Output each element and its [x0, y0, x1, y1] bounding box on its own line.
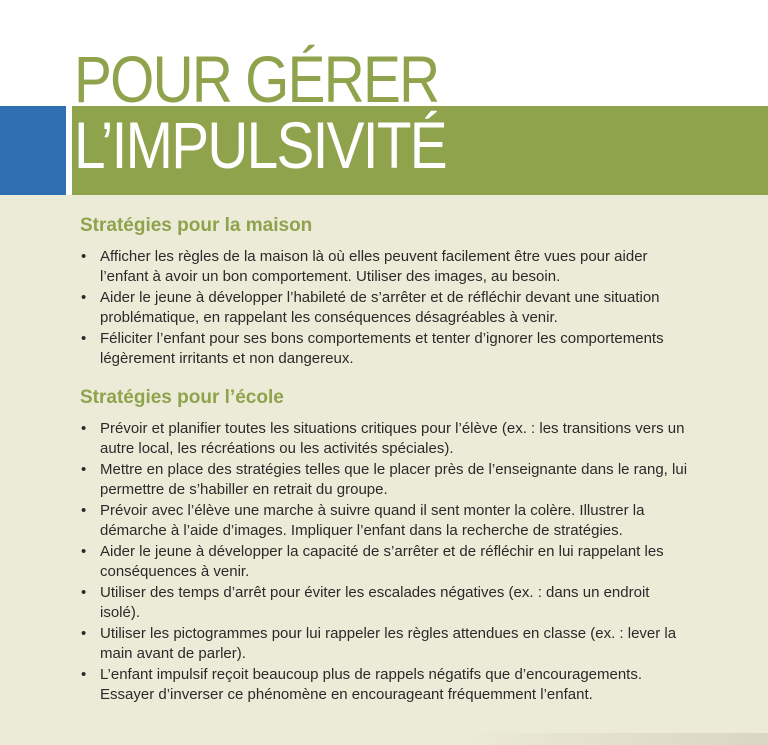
bullet-icon: • — [81, 420, 87, 437]
list-item-text: Mettre en place des stratégies telles que le placer près de l’enseignante dans le rang, lui permettre de s’habiller en retrait du groupe. — [100, 461, 688, 498]
title-line-2: L’IMPULSIVITÉ — [74, 108, 446, 182]
list-item — [80, 665, 692, 705]
list-item-text: Prévoir avec l’élève une marche à suivre quand il sent monter la colère. Illustrer la démarche à l’aide d’images. Impliquer l’enfant dans la recherche de stratégies. — [100, 502, 645, 539]
bullet-icon: • — [81, 584, 87, 601]
page-title — [74, 42, 446, 182]
list-item — [80, 329, 692, 369]
section-heading-home: Stratégies pour la maison — [80, 215, 313, 236]
title-line-1: POUR GÉRER — [74, 42, 439, 116]
bullet-icon: • — [81, 502, 87, 519]
bullet-icon: • — [81, 289, 87, 306]
bullet-icon: • — [81, 625, 87, 642]
bullet-icon: • — [81, 666, 87, 683]
list-item — [80, 583, 692, 623]
bullet-icon: • — [81, 461, 87, 478]
list-item-text: Féliciter l’enfant pour ses bons comportements et tenter d’ignorer les comportements légèrement irritants et non dangereux. — [100, 330, 664, 367]
list-item-text: L’enfant impulsif reçoit beaucoup plus de rappels négatifs que d’encouragements. Essayer d’inverser ce phénomène en encourageant fréquemment l’enfant. — [100, 666, 643, 703]
section-heading-school: Stratégies pour l’école — [80, 387, 284, 408]
list-item — [80, 624, 692, 664]
list-item-text: Aider le jeune à développer l’habileté de s’arrêter et de réfléchir devant une situation problématique, en rappelant les conséquences désagréables à venir. — [100, 289, 660, 326]
list-item-text: Afficher les règles de la maison là où elles peuvent facilement être vues pour aider l’enfant à avoir un bon comportement. Utiliser des images, au besoin. — [100, 248, 648, 285]
content-area — [80, 214, 692, 706]
list-item-text: Prévoir et planifier toutes les situations critiques pour l’élève (ex. : les transitions vers un autre local, les récréations ou les activités spéciales). — [100, 420, 685, 457]
list-item — [80, 542, 692, 582]
list-item-text: Utiliser les pictogrammes pour lui rappeler les règles attendues en classe (ex. : lever la main avant de parler). — [100, 625, 677, 662]
school-strategies-list — [80, 419, 692, 705]
home-strategies-list — [80, 247, 692, 369]
bullet-icon: • — [81, 248, 87, 265]
list-item-text: Aider le jeune à développer la capacité de s’arrêter et de réfléchir en lui rappelant les conséquences à venir. — [100, 543, 664, 580]
blue-accent-block — [0, 106, 66, 195]
list-item — [80, 288, 692, 328]
list-item — [80, 460, 692, 500]
list-item — [80, 419, 692, 459]
bullet-icon: • — [81, 543, 87, 560]
list-item — [80, 247, 692, 287]
bottom-decoration — [0, 733, 768, 745]
list-item-text: Utiliser des temps d’arrêt pour éviter les escalades négatives (ex. : dans un endroit isolé). — [100, 584, 650, 621]
bullet-icon: • — [81, 330, 87, 347]
list-item — [80, 501, 692, 541]
